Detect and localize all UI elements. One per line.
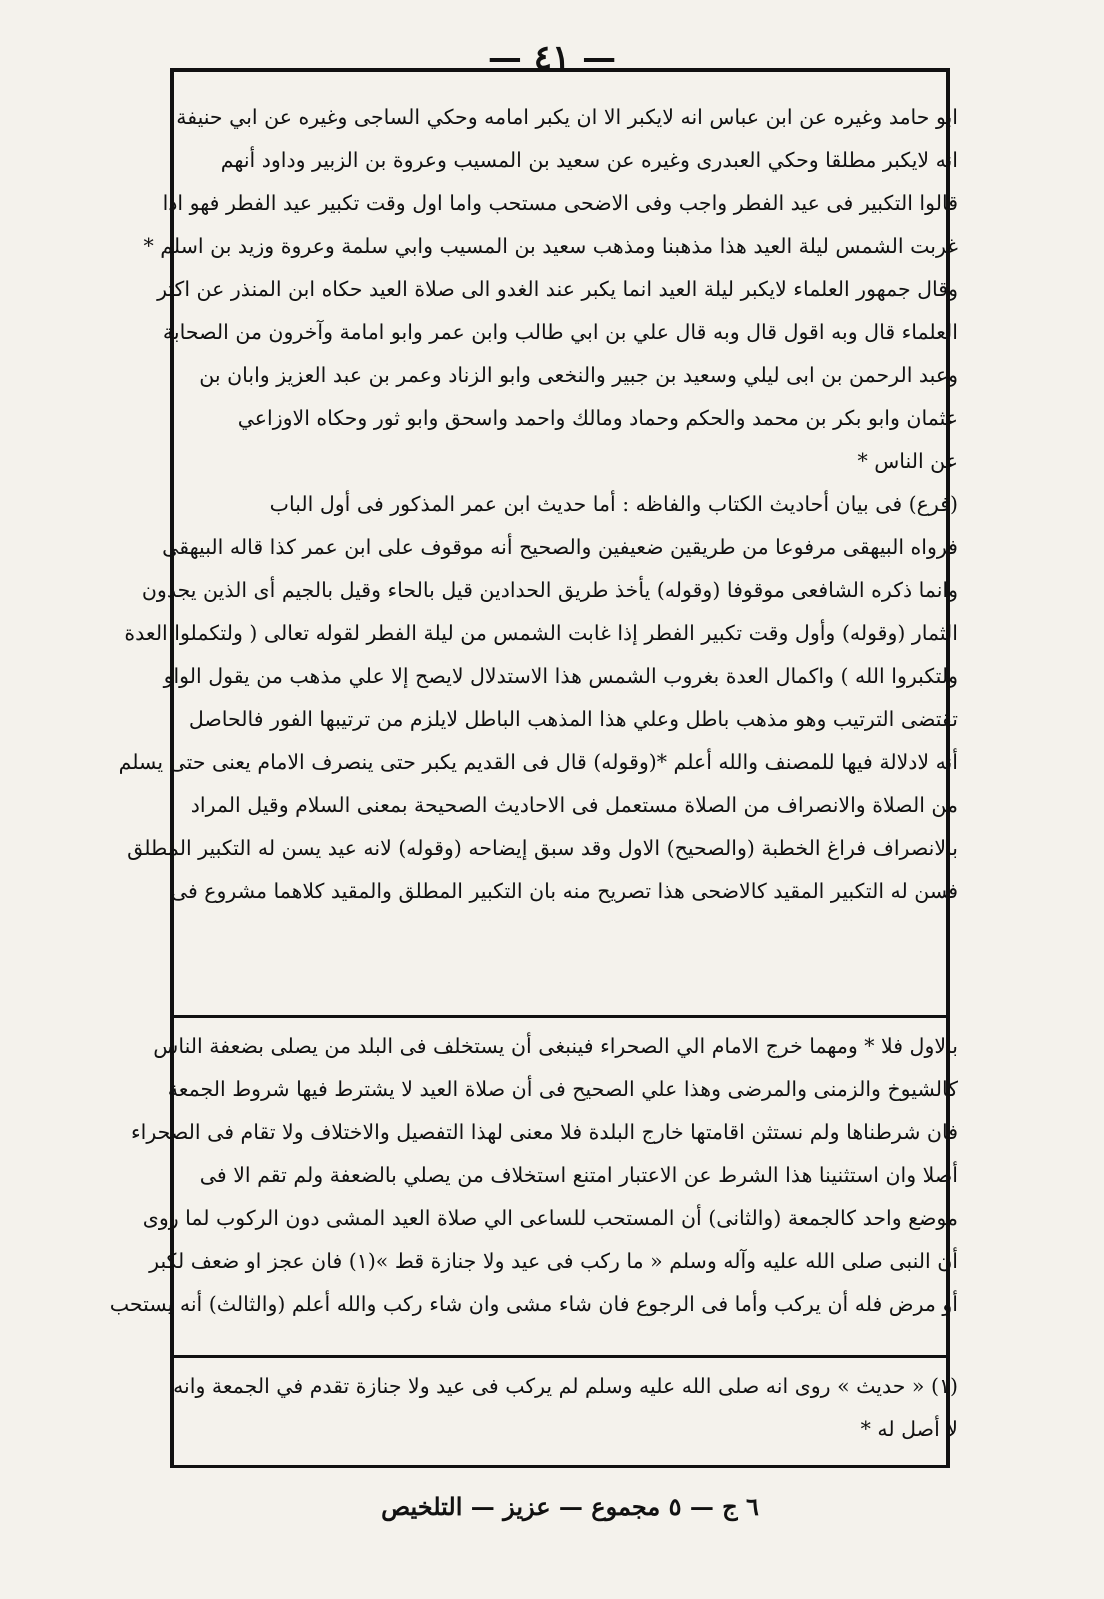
- text-line: فان شرطناها ولم نستثن اقامتها خارج البلدة فلا معنى لهذا التفصيل والاختلاف ولا تقام فى الصحراء: [131, 1120, 958, 1144]
- footnote-line: (١) « حديث » روى انه صلى الله عليه وسلم لم يركب فى عيد ولا جنازة تقدم في الجمعة وانه: [173, 1374, 958, 1398]
- text-line: وعبد الرحمن بن ابى ليلي وسعيد بن جبير والنخعى وابو الزناد وعمر بن عبد العزيز وابان بن: [199, 363, 958, 387]
- text-line: أن النبى صلى الله عليه وآله وسلم « ما ركب فى عيد ولا جنازة قط »(١) فان عجز او ضعف لكبر: [149, 1249, 958, 1273]
- footnote-divider: [170, 1355, 950, 1358]
- text-line: الثمار (وقوله) وأول وقت تكبير الفطر إذا غابت الشمس من ليلة الفطر لقوله تعالى ( ولتكملوا العدة: [124, 621, 958, 645]
- text-line: وانما ذكره الشافعى موقوفا (وقوله) يأخذ طريق الحدادين قيل بالحاء وقيل بالجيم أى الذين يجدون: [141, 578, 958, 602]
- text-line: (فرع) فى بيان أحاديث الكتاب والفاظه : أما حديث ابن عمر المذكور فى أول الباب: [269, 492, 958, 516]
- text-line: قالوا التكبير فى عيد الفطر واجب وفى الاضحى مستحب واما اول وقت تكبير عيد الفطر فهو اذا: [162, 191, 958, 215]
- main-text: [118, 96, 958, 913]
- bottom-signature: ٦ ج — ٥ مجموع — عزيز — التلخيص: [381, 1492, 759, 1521]
- text-line: عن الناس *: [857, 449, 958, 473]
- text-line: تقتضى الترتيب وهو مذهب باطل وعلي هذا المذهب الباطل لايلزم من ترتيبها الفور فالحاصل: [188, 707, 958, 731]
- footnote: [173, 1365, 958, 1451]
- footnote-line: لا أصل له *: [860, 1417, 958, 1441]
- text-line: العلماء قال وبه اقول قال وبه قال علي بن ابي طالب وابن عمر وابو امامة وآخرون من الصحابة: [162, 320, 958, 344]
- text-line: فسن له التكبير المقيد كالاضحى هذا تصريح منه بان التكبير المطلق والمقيد كلاهما مشروع فى: [170, 879, 958, 903]
- section-divider: [170, 1015, 950, 1018]
- text-line: أو مرض فله أن يركب وأما فى الرجوع فان شاء مشى وان شاء ركب والله أعلم (والثالث) أنه يستحب: [109, 1292, 958, 1316]
- text-line: وقال جمهور العلماء لايكبر ليلة العيد انما يكبر عند الغدو الى صلاة العيد حكاه ابن المنذر عن اكثر: [157, 277, 958, 301]
- text-line: غربت الشمس ليلة العيد هذا مذهبنا ومذهب سعيد بن المسيب وابي سلمة وعروة وزيد بن اسلم *: [143, 234, 958, 258]
- text-line: أنه لادلالة فيها للمصنف والله أعلم *(وقوله) قال فى القديم يكبر حتى ينصرف الامام يعنى حتى يسلم: [118, 750, 958, 774]
- text-line: ابو حامد وغيره عن ابن عباس انه لايكبر الا ان يكبر امامه وحكي الساجى وغيره عن ابي حنيفة: [176, 105, 958, 129]
- text-line: كالشيوخ والزمنى والمرضى وهذا علي الصحيح فى أن صلاة العيد لا يشترط فيها شروط الجمعة: [167, 1077, 958, 1101]
- text-line: أصلا وان استثنينا هذا الشرط عن الاعتبار امتنع استخلاف من يصلي بالضعفة ولم تقم الا فى: [199, 1163, 958, 1187]
- text-line: عثمان وابو بكر بن محمد والحكم وحماد ومالك واحمد واسحق وابو ثور وحكاه الاوزاعي: [237, 406, 958, 430]
- text-line: ولتكبروا الله ) واكمال العدة بغروب الشمس هذا الاستدلال لايصح إلا علي مذهب من يقول الواو: [163, 664, 958, 688]
- text-line: بالاول فلا * ومهما خرج الامام الي الصحراء فينبغى أن يستخلف فى البلد من يصلى بضعفة الناس: [153, 1034, 958, 1058]
- text-line: فرواه البيهقى مرفوعا من طريقين ضعيفين والصحيح أنه موقوف على ابن عمر كذا قاله البيهقى: [162, 535, 958, 559]
- text-line: موضع واحد كالجمعة (والثانى) أن المستحب للساعى الي صلاة العيد المشى دون الركوب لما روى: [142, 1206, 958, 1230]
- page-number: — ٤١ —: [487, 38, 617, 78]
- text-line: من الصلاة والانصراف من الصلاة مستعمل فى الاحاديث الصحيحة بمعنى السلام وقيل المراد: [190, 793, 958, 817]
- lower-text: [109, 1025, 958, 1326]
- text-line: بالانصراف فراغ الخطبة (والصحيح) الاول وقد سبق إيضاحه (وقوله) لانه عيد يسن له التكبير المطلق: [127, 836, 958, 860]
- text-line: انه لايكبر مطلقا وحكي العبدرى وغيره عن سعيد بن المسيب وعروة بن الزبير وداود أنهم: [220, 148, 958, 172]
